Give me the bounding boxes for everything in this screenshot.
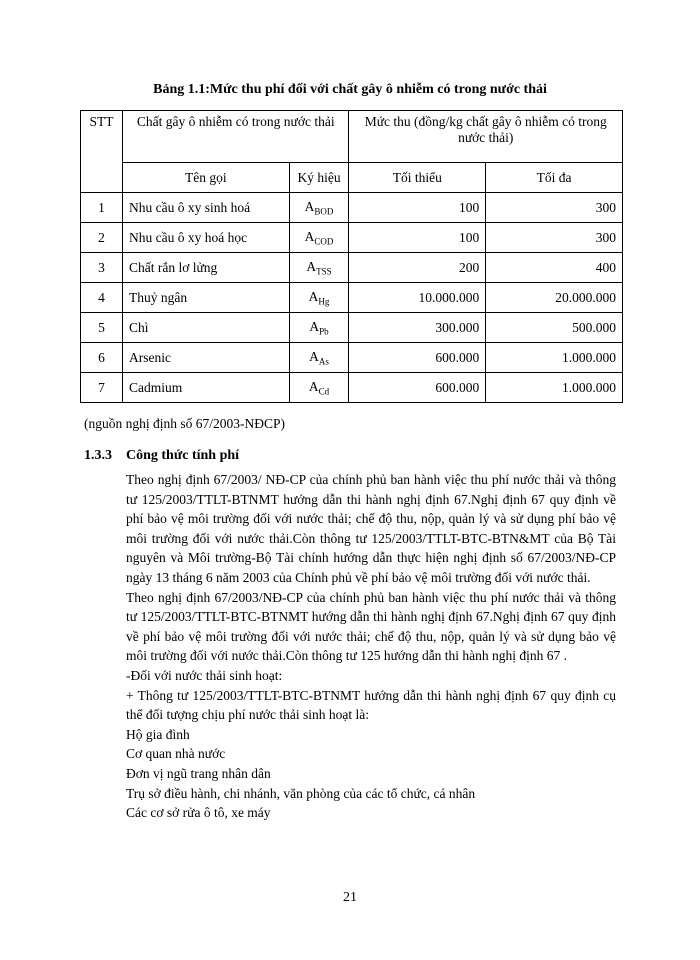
header-max: Tối đa [486,163,623,193]
row-min: 100 [349,223,486,253]
row-name: Cadmium [122,373,289,403]
symbol-subscript: Cd [318,386,330,397]
symbol-subscript: Hg [318,296,330,307]
table-row [81,193,623,223]
symbol-subscript: Pb [319,326,329,337]
symbol-subscript: COD [314,236,334,247]
table-row [81,373,623,403]
list-item: Hộ gia đình [126,726,190,742]
row-stt: 7 [81,373,123,403]
row-max: 300 [486,223,623,253]
row-max: 500.000 [486,313,623,343]
table-row [81,253,623,283]
header-symbol: Ký hiệu [289,163,349,193]
row-name: Arsenic [122,343,289,373]
row-symbol [289,313,349,343]
row-stt: 4 [81,283,123,313]
list-item: Đơn vị ngũ trang nhân dân [126,765,271,781]
row-name: Nhu cầu ô xy hoá học [122,223,289,253]
symbol-subscript: As [318,356,329,367]
row-stt: 6 [81,343,123,373]
row-min: 100 [349,193,486,223]
row-stt: 2 [81,223,123,253]
row-stt: 5 [81,313,123,343]
table-row [81,223,623,253]
header-min: Tối thiểu [349,163,486,193]
header-rate-group: Mức thu (đồng/kg chất gây ô nhiễm có trong nước thải) [349,111,623,163]
row-max: 400 [486,253,623,283]
symbol-letter: A [304,228,315,244]
section-body [126,470,616,823]
list-item: Cơ quan nhà nước [126,746,226,762]
paragraph: Theo nghị định 67/2003/ NĐ-CP của chính phủ ban hành việc thu phí nước thải và thông tư 125/2003/TTLT-BTNMT hướng dẫn thi hành nghị định 67.Nghị định 67 quy định về phí bảo vệ môi trường đối với nước thải; chế độ thu, nộp, quản lý và sử dụng phí bảo vệ môi trường đối với nước thải.Còn thông tư 125/2003/TTLT-BTC-BTN&MT của Bộ Tài nguyên và Môi trường-Bộ Tài chính hướng dẫn thực hiện nghị định số 67/2003/NĐ-CP ngày 13 tháng 6 năm 2003 của Chính phủ về phí bảo vệ môi trường đối với nước thải. [126,472,616,585]
symbol-letter: A [306,258,317,274]
table-row [81,343,623,373]
paragraph: + Thông tư 125/2003/TTLT-BTC-BTNMT hướng dẫn thi hành nghị định 67 quy định cụ thể đối tượng chịu phí nước thải sinh hoạt là: [126,687,616,723]
row-min: 10.000.000 [349,283,486,313]
page-number: 21 [343,890,357,905]
table-row [81,313,623,343]
list-item: Trụ sở điều hành, chi nhánh, văn phòng của các tổ chức, cá nhân [126,785,476,801]
row-stt: 3 [81,253,123,283]
row-name: Chất rắn lơ lửng [122,253,289,283]
symbol-letter: A [308,378,319,394]
row-symbol [289,373,349,403]
row-symbol [289,193,349,223]
list-item: Các cơ sở rửa ô tô, xe máy [126,805,271,821]
symbol-letter: A [309,318,320,334]
row-min: 300.000 [349,313,486,343]
source-note: (nguồn nghị định số 67/2003-NĐCP) [84,416,286,431]
section-title: Công thức tính phí [126,448,240,463]
row-max: 1.000.000 [486,343,623,373]
row-symbol [289,283,349,313]
row-symbol [289,223,349,253]
fee-table [80,110,623,403]
row-name: Chì [122,313,289,343]
row-max: 300 [486,193,623,223]
row-symbol [289,343,349,373]
header-name: Tên gọi [122,163,289,193]
header-stt: STT [81,111,123,193]
symbol-letter: A [308,288,319,304]
section-number: 1.3.3 [84,448,112,463]
row-min: 600.000 [349,373,486,403]
table-row [81,283,623,313]
row-symbol [289,253,349,283]
row-min: 200 [349,253,486,283]
domestic-wastewater-line: -Đối với nước thải sinh hoạt: [126,667,283,683]
table-header-row [81,111,623,163]
header-substance-group: Chất gây ô nhiễm có trong nước thải [122,111,349,163]
symbol-subscript: TSS [316,266,332,277]
row-min: 600.000 [349,343,486,373]
row-max: 20.000.000 [486,283,623,313]
table-caption: Bảng 1.1:Mức thu phí đối với chất gây ô nhiễm có trong nước thải [153,82,547,97]
row-stt: 1 [81,193,123,223]
paragraph: Theo nghị định 67/2003/NĐ-CP của chính phủ ban hành việc thu phí nước thải và thông tư 125/2003/TTLT-BTC-BTNMT hướng dẫn thi hành nghị định 67.Nghị định 67 quy định về phí bảo vệ môi trường đối với nước thải; chế độ thu, nộp, quản lý và sử dụng bảo vệ môi trường đối với nước thải.Còn thông tư 125 hướng dẫn thi hành nghị định 67 . [126,589,616,664]
table-subheader-row [81,163,623,193]
row-max: 1.000.000 [486,373,623,403]
symbol-letter: A [309,348,319,364]
row-name: Thuỷ ngân [122,283,289,313]
symbol-letter: A [304,198,315,214]
symbol-subscript: BOD [314,206,334,217]
row-name: Nhu cầu ô xy sinh hoá [122,193,289,223]
